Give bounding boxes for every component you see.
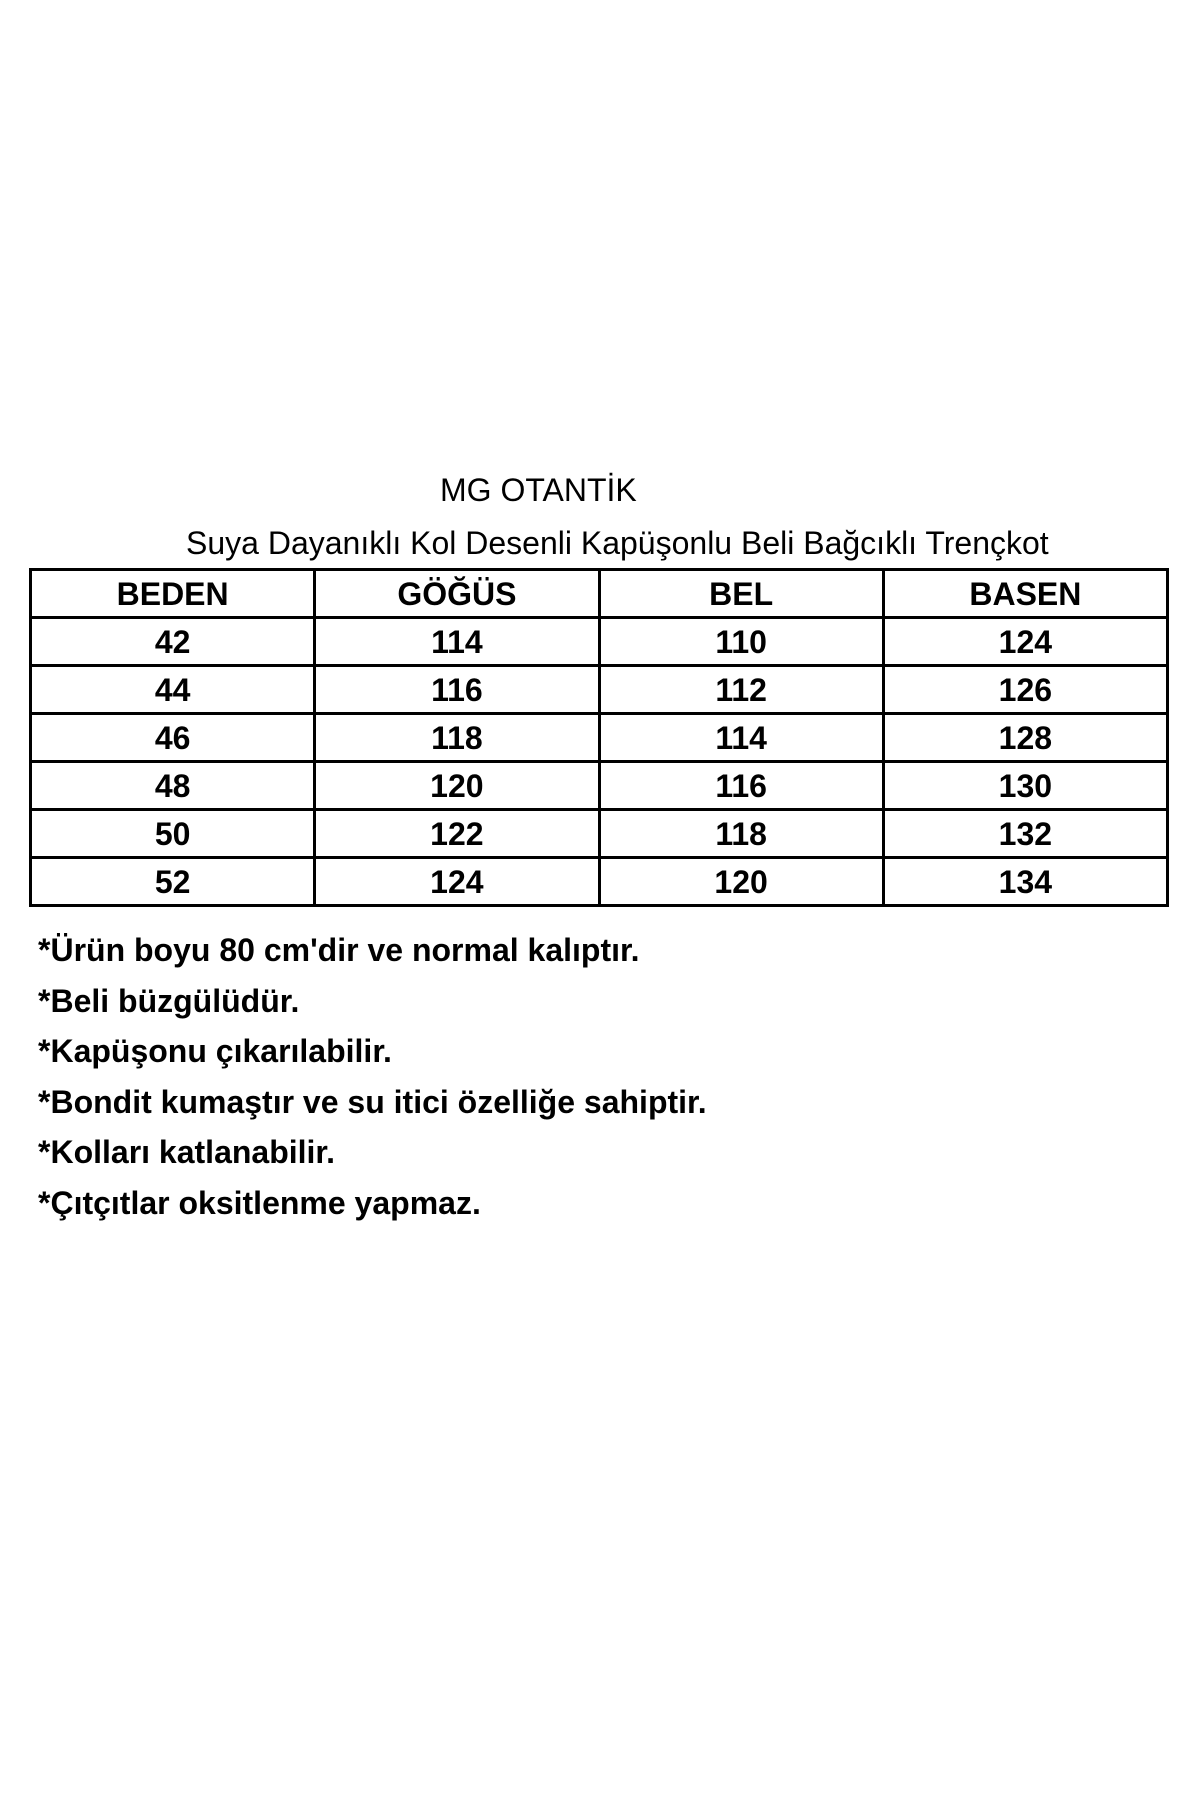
cell-beden: 42: [31, 618, 315, 666]
product-notes-list: [38, 925, 707, 1228]
column-header-gogus: GÖĞÜS: [315, 570, 599, 618]
cell-basen: 126: [883, 666, 1167, 714]
table-header-row: [31, 570, 1168, 618]
note-item: *Ürün boyu 80 cm'dir ve normal kalıptır.: [38, 932, 640, 968]
table-row: [31, 810, 1168, 858]
note-item: *Kolları katlanabilir.: [38, 1134, 335, 1170]
cell-bel: 116: [599, 762, 883, 810]
cell-gogus: 118: [315, 714, 599, 762]
cell-gogus: 114: [315, 618, 599, 666]
column-header-basen: BASEN: [883, 570, 1167, 618]
column-header-beden: BEDEN: [31, 570, 315, 618]
cell-gogus: 120: [315, 762, 599, 810]
cell-beden: 50: [31, 810, 315, 858]
cell-gogus: 124: [315, 858, 599, 906]
table-row: [31, 714, 1168, 762]
cell-beden: 44: [31, 666, 315, 714]
cell-beden: 46: [31, 714, 315, 762]
note-item: *Çıtçıtlar oksitlenme yapmaz.: [38, 1184, 481, 1221]
cell-gogus: 116: [315, 666, 599, 714]
table-row: [31, 618, 1168, 666]
note-item: *Bondit kumaştır ve su itici özelliğe sahiptir.: [38, 1083, 707, 1120]
product-title: Suya Dayanıklı Kol Desenli Kapüşonlu Beli Bağcıklı Trençkot: [186, 525, 1049, 561]
table-row: [31, 858, 1168, 906]
cell-basen: 128: [883, 714, 1167, 762]
column-header-bel: BEL: [599, 570, 883, 618]
cell-beden: 52: [31, 858, 315, 906]
cell-bel: 114: [599, 714, 883, 762]
brand-title: MG OTANTİK: [440, 472, 637, 508]
table-row: [31, 666, 1168, 714]
cell-bel: 120: [599, 858, 883, 906]
note-item: *Beli büzgülüdür.: [38, 982, 300, 1019]
cell-basen: 130: [883, 762, 1167, 810]
cell-bel: 110: [599, 618, 883, 666]
cell-bel: 112: [599, 666, 883, 714]
cell-basen: 124: [883, 618, 1167, 666]
note-item: *Kapüşonu çıkarılabilir.: [38, 1033, 392, 1069]
cell-gogus: 122: [315, 810, 599, 858]
cell-basen: 132: [883, 810, 1167, 858]
table-row: [31, 762, 1168, 810]
cell-bel: 118: [599, 810, 883, 858]
cell-basen: 134: [883, 858, 1167, 906]
cell-beden: 48: [31, 762, 315, 810]
size-chart-table: [29, 568, 1169, 907]
